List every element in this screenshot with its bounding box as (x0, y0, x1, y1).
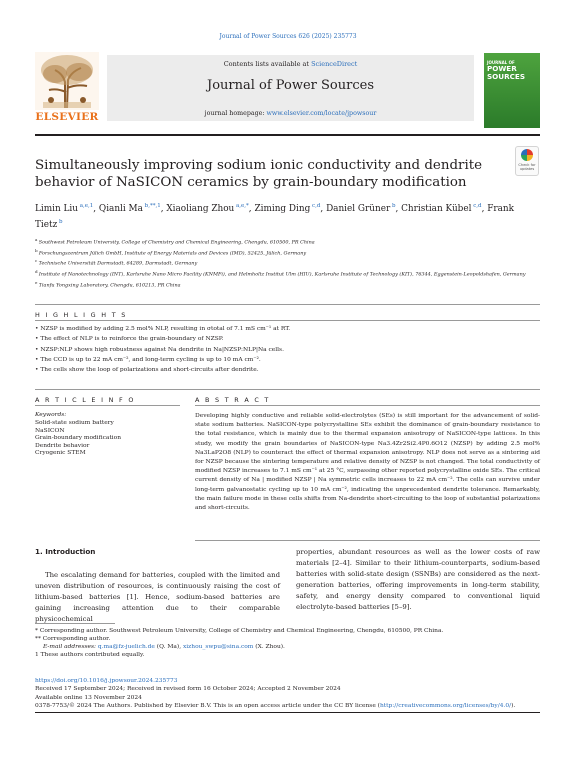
author-name[interactable]: Ziming Ding $^{c,d}$ (254, 203, 321, 214)
divider-affiliations (35, 304, 540, 305)
affiliation-item (35, 279, 540, 290)
abstract-heading: A B S T R A C T (195, 396, 271, 404)
affiliation-marker: e (35, 279, 39, 285)
keyword-item: NaSICON (35, 427, 65, 434)
license-suffix: ). (511, 703, 516, 710)
received-dates: Received 17 September 2024; Received in revised form 16 October 2024; Accepted 2 November 2024 (35, 686, 341, 693)
check-updates-icon (521, 149, 533, 161)
author-list: Limin Liu $^{a,e,1}$, Qianli Ma $^{b,**,1}$, Xiaoliang Zhou $^{a,e,*}$, Ziming Ding $^{c,d}$, Daniel Grüner $^b$, Christian Kübel $^{c,d}$, Frank Tietz $^b$ (35, 203, 515, 230)
author-affiliation-marker[interactable]: c,d (471, 203, 482, 209)
highlights-heading: H I G H L I G H T S (35, 311, 128, 319)
affiliation-item (35, 236, 540, 247)
journal-citation[interactable]: Journal of Power Sources 626 (2025) 235773 (219, 33, 357, 40)
highlight-item: • NZSP is modified by adding 2.5 mol% NLP, resulting in σtotal of 7.1 mS cm⁻¹ at RT. (35, 326, 291, 332)
sciencedirect-link[interactable]: ScienceDirect (311, 60, 358, 68)
introduction-heading: 1. Introduction (35, 547, 96, 556)
author-name[interactable]: Xiaoliang Zhou $^{a,e,*}$ (166, 203, 249, 214)
author-name[interactable]: Daniel Grüner $^b$ (326, 203, 396, 214)
publisher-wordmark: ELSEVIER (35, 111, 99, 123)
article-info-heading: A R T I C L E I N F O (35, 396, 136, 404)
header-divider (35, 134, 540, 136)
divider-abstract (195, 405, 540, 406)
email-addresses (35, 643, 540, 651)
bottom-rule (35, 712, 540, 713)
affiliation-marker: a (35, 237, 39, 242)
affiliation-item (35, 247, 540, 258)
author-name[interactable]: Frank Tietz $^b$ (35, 203, 515, 230)
affiliation-text: Forschungszentrum Jülich GmbH, Institute of Energy Materials and Devices (IMD), 52425, Jülich, Germany (38, 250, 307, 257)
author-affiliation-marker[interactable]: a,e,* (234, 203, 249, 209)
corresponding-author-2: ** Corresponding author. (35, 636, 111, 643)
cover-line-2: POWER (487, 64, 517, 73)
keywords-label: Keywords: (35, 412, 67, 418)
abstract-text: Developing highly conductive and reliable solid-electrolytes (SEs) is still important for the advancement of solid-state sodium batteries. NaSICON-type polycrystalline SEs exhibit the dominance of grain-boundary resistance to the total resistance, which is mainly due to the thermal expansion anisotropy of NaSICON-type lattices. In this study, we modify the grain boundaries of NaSICON-type Na3.4Zr2Si2.4P0.6O12 (NZSP) by adding 2.5 mol% Na3LaP2O8 (NLP) to counteract the effect of thermal expansion anisotropy. NLP does not serve as a sintering aid for NZSP because the sintering temperature and relative density of NZSP is not changed. The total conductivity of modified NZSP increases to 7.1 mS cm⁻¹ at 25 °C, surpassing other reported polycrystalline oxide SEs. The critical current density of Na | modified NZSP | Na symmetric cells increases to 22 mA cm⁻². The cells can survive under long-term galvanostatic cycling up to 10 mA cm⁻², indicating the unprecedented dendrite tolerance. Remarkably, the main failure mode in these cells shifts from Na-dendrite short-circuiting to the loop of substantial polarizations and short-circuits. (195, 413, 540, 512)
cover-line-1: JOURNAL OF (487, 60, 515, 65)
journal-name: Journal of Power Sources (207, 78, 374, 93)
contents-line (107, 60, 474, 68)
footnotes (35, 627, 540, 659)
author-affiliation-marker[interactable]: b (390, 203, 396, 209)
homepage-link[interactable]: www.elsevier.com/locate/jpowsour (266, 110, 377, 117)
affiliation-text: Tianfu Yongxing Laboratory, Chengdu, 610213, PR China (38, 282, 181, 289)
contents-prefix: Contents lists available at (223, 60, 312, 68)
author-affiliation-marker[interactable]: b,**,1 (142, 203, 161, 209)
affiliation-text: Technische Universität Darmstadt, 64289, Darmstadt, Germany (38, 260, 198, 267)
cover-line-3: SOURCES (487, 72, 526, 81)
check-updates-label: Check for updates (518, 163, 536, 171)
email-who-1: (Q. Ma), (154, 644, 183, 651)
author-name[interactable]: Christian Kübel $^{c,d}$ (401, 203, 482, 214)
article-title: Simultaneously improving sodium ionic conductivity and dendrite behavior of NaSICON ceramics by grain-boundary modification (35, 158, 483, 190)
email-link-2[interactable]: xizhou_swpu@sina.com (182, 644, 254, 651)
license-prefix: 0378-7753/© 2024 The Authors. Published by Elsevier B.V. This is an open access article under the CC BY license ( (35, 703, 380, 710)
keywords-list (35, 420, 175, 458)
available-online: Available online 13 November 2024 (35, 694, 142, 701)
highlights-list (35, 324, 540, 375)
highlight-item: • NZSP:NLP shows high robustness against Na dendrite in Na|NZSP:NLP|Na cells. (35, 346, 284, 353)
highlight-item: • The CCD is up to 22 mA cm⁻², and long-term cycling is up to 10 mA cm⁻². (35, 356, 261, 363)
affiliation-marker: c (35, 258, 39, 264)
affiliation-text: Southwest Petroleum University, College of Chemistry and Chemical Engineering, Chengdu, 610500, PR China (38, 239, 315, 246)
homepage-prefix: journal homepage: (204, 110, 267, 117)
affiliation-marker: b (35, 247, 39, 253)
affiliation-marker: d (35, 268, 39, 274)
email-who-2: (X. Zhou). (253, 644, 285, 651)
journal-homepage (107, 110, 474, 117)
introduction-left-column: The escalating demand for batteries, coupled with the limited and uneven distribution of resources, is continuously raising the cost of lithium-based batteries [1]. Hence, sodium-based batteries are gaining increasing attention due to their comparable physicochemical (35, 571, 280, 623)
keyword-item: Cryogenic STEM (35, 450, 86, 456)
doi-link[interactable]: https://doi.org/10.1016/j.jpowsour.2024.235773 (35, 678, 178, 684)
keyword-item: Solid-state sodium battery (35, 420, 114, 426)
affiliation-list (35, 236, 540, 289)
email-link-1[interactable]: q.ma@fz-juelich.de (97, 644, 155, 651)
email-label: E-mail addresses: (43, 644, 98, 651)
corresponding-author-1: * Corresponding author. Southwest Petroleum University, College of Chemistry and Chemical Engineering, Chengdu, 610500, PR China. (35, 628, 444, 634)
article-history (35, 677, 540, 711)
divider-highlights (35, 320, 540, 321)
footnote-rule (35, 623, 115, 624)
keyword-item: Grain-boundary modification (35, 435, 122, 441)
equal-contribution-note: 1 These authors contributed equally. (35, 652, 145, 659)
highlight-item: • The cells show the loop of polarizations and short-circuits after dendrite. (35, 367, 259, 374)
introduction-right-column: properties, abundant resources as well as the lower costs of raw materials [2–4]. Similar to their lithium-counterparts, sodium-based batteries with solid-state design (SSNBs) are considered as the next-generation batteries, offering improvements in long-term stability, safety, and energy density compared to conventional liquid electrolyte-based batteries [5–9]. (296, 548, 540, 611)
journal-cover-title (487, 60, 537, 81)
keyword-item: Dendrite behavior (35, 442, 90, 449)
author-name[interactable]: Qianli Ma $^{b,**,1}$ (98, 203, 161, 214)
author-affiliation-marker[interactable]: c,d (310, 203, 321, 209)
highlight-item: • The effect of NLP is to reinforce the grain-boundary of NZSP. (35, 336, 224, 343)
author-affiliation-marker[interactable]: b (57, 218, 63, 225)
license-statement (35, 702, 540, 710)
license-link[interactable]: http://creativecommons.org/licenses/by/4.0/ (379, 703, 512, 710)
author-affiliation-marker[interactable]: a,e,1 (77, 203, 94, 209)
affiliation-item (35, 268, 540, 279)
author-name[interactable]: Limin Liu $^{a,e,1}$ (35, 203, 94, 214)
affiliation-text: Institute of Nanotechnology (INT), Karlsruhe Nano Micro Facility (KNMFi), and Helmholtz Institut Ulm (HIU), Karlsruhe Institute of Technology (KIT), 76344, Eggenstein-Leopoldshafen, Germany (38, 271, 526, 278)
divider-under-highlights (35, 389, 540, 390)
divider-under-abstract (195, 540, 540, 541)
affiliation-item (35, 257, 540, 268)
divider-article-info (35, 405, 180, 406)
